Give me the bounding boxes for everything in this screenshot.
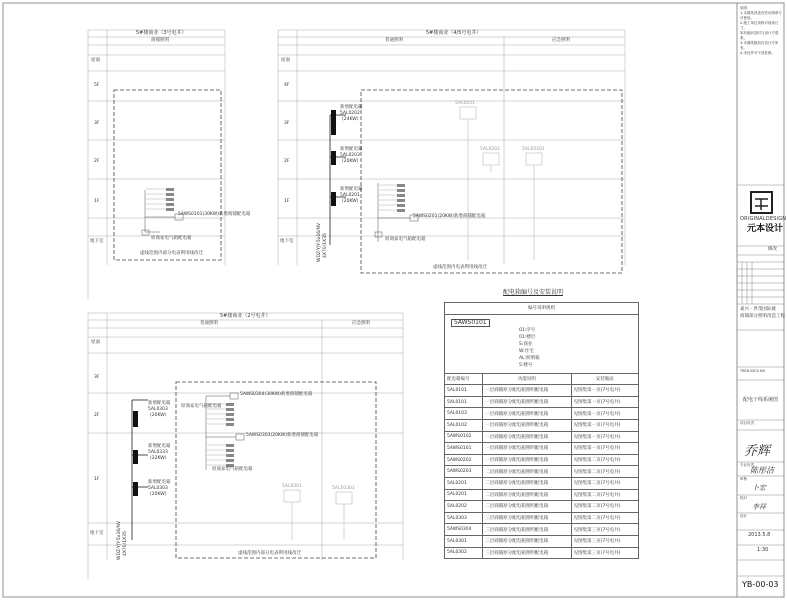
legend-note-3: W:住宅 bbox=[519, 348, 534, 354]
legend-row bbox=[445, 477, 639, 489]
block-c-col1: 普通照明 bbox=[200, 321, 218, 326]
block-c-gray-boxes bbox=[284, 490, 352, 540]
block-a-title: 5#楼商业（3号电井） bbox=[136, 30, 187, 36]
legend-cell: 见图集第一页(7号电井) bbox=[571, 431, 638, 443]
title-note-2: 2.施工单位须核对现场尺寸， bbox=[740, 21, 779, 30]
drawing-number: YB-00-03 bbox=[742, 580, 779, 589]
legend-cell: 5AL0101 bbox=[445, 385, 483, 397]
block-c-col2: 应急照明 bbox=[352, 321, 370, 326]
block-b-panel-0-code: 5AL0202 bbox=[340, 111, 360, 116]
block-c-panel-0-code: 5AL0303 bbox=[148, 407, 168, 412]
block-b-breakers bbox=[397, 184, 405, 212]
legend-cell: 三层商铺原分配电箱照明配电箱 bbox=[483, 547, 571, 559]
block-c-panel-0-power: (20KW) bbox=[150, 413, 167, 418]
revision-label: 修改 bbox=[768, 247, 777, 252]
block-b-panel-symbols bbox=[331, 110, 336, 206]
block-c-gray-1: 5ALE0301 bbox=[332, 486, 355, 491]
block-a-dashed-area bbox=[114, 90, 221, 260]
legend-note-1: 01:楼层 bbox=[519, 334, 536, 340]
legend-note-4: AL:照明箱 bbox=[519, 355, 540, 361]
block-c-panel-2-code: 5AL0303 bbox=[148, 486, 168, 491]
legend-cell: 一层商铺原分配电箱照明配电箱 bbox=[483, 419, 571, 431]
legend-cell: 二层商铺原分配电箱照明配电箱 bbox=[483, 501, 571, 513]
block-b-title: 5#楼商业（4/5号电井） bbox=[426, 30, 482, 36]
legend-cell: 5AL0202 bbox=[445, 501, 483, 513]
legend-note-2: S:商业 bbox=[519, 341, 533, 347]
legend-cell: 5AWS0102 bbox=[445, 431, 483, 443]
legend-cell: 5AL0301 bbox=[445, 535, 483, 547]
block-a-row-1: 5F bbox=[94, 83, 100, 88]
legend-cell: 见图集第一页(7号电井) bbox=[571, 443, 638, 455]
block-b-col1: 普通照明 bbox=[385, 38, 403, 43]
block-c-box1b-label: 原商家电气箱配电箱 bbox=[181, 404, 222, 409]
legend-cell: 二层商铺原分配电箱照明配电箱 bbox=[483, 466, 571, 478]
title-note-3: 如有疑问及时与设计方联系。 bbox=[740, 31, 779, 40]
role-project-lead: 项目负责 bbox=[740, 421, 754, 425]
block-b-panel-2-code: 5AL0201 bbox=[340, 193, 360, 198]
legend-col-header-0: 配电箱编号 bbox=[445, 373, 483, 385]
legend-cell: 见图集第一页(7号电井) bbox=[571, 396, 638, 408]
legend-cell: 见图集第三页(7号电井) bbox=[571, 547, 638, 559]
legend-cell: 一层商铺原分配电箱照明配电箱 bbox=[483, 431, 571, 443]
block-b-row-4: 1F bbox=[284, 199, 290, 204]
block-a-row-5: 地下室 bbox=[90, 239, 104, 244]
legend-cell: 5AWS0203 bbox=[445, 466, 483, 478]
title-notes bbox=[740, 6, 784, 56]
block-a-column-label: 商铺照明 bbox=[151, 38, 169, 43]
block-c-row-3: 1F bbox=[94, 477, 100, 482]
legend-row bbox=[445, 431, 639, 443]
legend-cell: 5AL0303 bbox=[445, 512, 483, 524]
block-a-box1-label: 5AWS0101(30KW)新增商铺配电箱 bbox=[178, 212, 251, 217]
block-a-box2-label: 原商家电气箱配电箱 bbox=[151, 236, 192, 241]
legend-row bbox=[445, 396, 639, 408]
signature-2: 陈彤洁 bbox=[750, 466, 774, 475]
block-b-gray-boxes bbox=[460, 107, 542, 260]
legend-row bbox=[445, 547, 639, 559]
block-a-row-2: 3F bbox=[94, 121, 100, 126]
legend-table bbox=[444, 302, 639, 559]
legend-row bbox=[445, 408, 639, 420]
block-c-caption: 虚线范围内部分电表利用线改迁 bbox=[238, 551, 301, 556]
legend-row bbox=[445, 454, 639, 466]
block-b-col2: 应急照明 bbox=[552, 38, 570, 43]
block-c-gray-0: 5AL0301 bbox=[282, 484, 302, 489]
legend-cell: 见图集第三页(7号电井) bbox=[571, 524, 638, 536]
logo-english: ORIGINALDESIGN bbox=[740, 216, 787, 222]
legend-cell: 一层商铺原分配电箱照明配电箱 bbox=[483, 408, 571, 420]
signature-4: 李祥 bbox=[752, 503, 766, 511]
legend-row bbox=[445, 512, 639, 524]
block-b-caption: 虚线范围内电表利用线改迁 bbox=[433, 265, 487, 270]
block-b-panel-1-name: 新增配电箱 bbox=[340, 147, 363, 152]
logo-mark bbox=[751, 192, 772, 213]
legend-cell: 见图集第二页(7号电井) bbox=[571, 454, 638, 466]
legend-note-5: 5:楼号 bbox=[519, 362, 533, 368]
legend-title: 配电箱编号及安装说明 bbox=[503, 289, 564, 296]
block-c-row-4: 地下室 bbox=[90, 531, 104, 536]
legend-cell: 三层商铺原分配电箱照明配电箱 bbox=[483, 535, 571, 547]
legend-row bbox=[445, 524, 639, 536]
signature-3: 卜宏 bbox=[752, 484, 766, 492]
block-b-box1-label: 5AWS0201(20KW)新增商铺配电箱 bbox=[413, 214, 486, 219]
legend-cell: 5AL0102 bbox=[445, 419, 483, 431]
legend-cell: 5AL0103 bbox=[445, 408, 483, 420]
legend-cell: 见图集第二页(7号电井) bbox=[571, 466, 638, 478]
block-b-panel-2-name: 新增配电箱 bbox=[340, 187, 363, 192]
legend-row bbox=[445, 419, 639, 431]
eng-label: TSED IDCV NV bbox=[740, 369, 766, 373]
block-c-panel-1-power: (22KW) bbox=[150, 456, 167, 461]
legend-cell: 一层商铺原分配电箱照明配电箱 bbox=[483, 396, 571, 408]
block-c-panel-symbols bbox=[133, 411, 138, 496]
legend-cell: 5AL0101 bbox=[445, 396, 483, 408]
block-b-row-3: 2F bbox=[284, 159, 290, 164]
block-c-row-2: 2F bbox=[94, 413, 100, 418]
legend-cell: 三层商铺原分配电箱照明配电箱 bbox=[483, 512, 571, 524]
legend-code-cell bbox=[445, 314, 639, 373]
block-b-panel-1-power: (20KW) bbox=[342, 159, 359, 164]
legend-cell: 见图集第二页(7号电井) bbox=[571, 489, 638, 501]
legend-cell: 三层商铺原分配电箱照明配电箱 bbox=[483, 524, 571, 536]
title-note-5: 4.未经许可不得复制。 bbox=[740, 51, 775, 55]
block-b-gray-2: 5ALE0201 bbox=[522, 147, 545, 152]
block-a-row-0: 屋面 bbox=[91, 58, 100, 63]
block-b-row-2: 3F bbox=[284, 121, 290, 126]
block-c-box3-label: 原商家电气箱配电箱 bbox=[212, 467, 253, 472]
date: 2013.5.8 bbox=[748, 532, 771, 538]
legend-cell: 一层商铺原分配电箱照明配电箱 bbox=[483, 454, 571, 466]
legend-row bbox=[445, 501, 639, 513]
legend-cell: 5AWS0101 bbox=[445, 443, 483, 455]
block-c-box1-label: 5AWS0304(30KW)新增商铺配电箱 bbox=[240, 392, 313, 397]
legend-col-header-2: 安装做法 bbox=[571, 373, 638, 385]
block-a-grid bbox=[88, 30, 225, 300]
block-c-panel-1-code: 5AL0333 bbox=[148, 450, 168, 455]
legend-cell: 见图集第二页(7号电井) bbox=[571, 501, 638, 513]
legend-cell: 见图集第一页(7号电井) bbox=[571, 385, 638, 397]
legend-cell: 见图集第一页(7号电井) bbox=[571, 419, 638, 431]
legend-header: 编号说明规则 bbox=[445, 303, 639, 315]
project-name: 嘉兴 · 世茂国际城 商铺部分照明改造工程 bbox=[740, 307, 785, 319]
legend-col-header-1: 功能说明 bbox=[483, 373, 571, 385]
block-c-title: 5#楼商业（2号电井） bbox=[220, 313, 271, 319]
role-discipline-lead: 专业负责 bbox=[740, 463, 754, 467]
legend-code-sample: 5AWS0101 bbox=[451, 319, 490, 327]
block-b-panel-1-code: 5AL0203 bbox=[340, 153, 360, 158]
title-note-1: 1.本图纸须盖有效出图章方可使用。 bbox=[740, 11, 782, 20]
block-c-breakers bbox=[226, 403, 234, 467]
block-b-cable2: 4X70/1X35 bbox=[323, 233, 328, 258]
legend-cell: 一层商铺原分配电箱照明配电箱 bbox=[483, 385, 571, 397]
legend-cell: 见图集第一页(7号电井) bbox=[571, 408, 638, 420]
scale: 1:30 bbox=[757, 547, 769, 553]
block-b-panel-0-name: 新增配电箱 bbox=[340, 105, 363, 110]
legend-cell: 见图集第二页(7号电井) bbox=[571, 512, 638, 524]
block-c-row-0: 屋面 bbox=[91, 340, 100, 345]
block-b-gray-1: 5AL0202 bbox=[480, 147, 500, 152]
block-a-caption: 虚线范围内部分电表利用线改迁 bbox=[140, 251, 203, 256]
legend-note-0: 01:序号 bbox=[519, 327, 536, 333]
legend-cell: 见图集第三页(7号电井) bbox=[571, 535, 638, 547]
legend-cell: 二层商铺原分配电箱照明配电箱 bbox=[483, 489, 571, 501]
block-c-grid bbox=[88, 313, 403, 580]
legend-rows bbox=[445, 385, 639, 559]
block-b-row-0: 屋面 bbox=[281, 58, 290, 63]
block-b-panel-2-power: (20KW) bbox=[342, 199, 359, 204]
drawing-name: 配电干线系统图 bbox=[743, 397, 779, 403]
block-a-row-3: 2F bbox=[94, 159, 100, 164]
block-c-panel-1-name: 新增配电箱 bbox=[148, 444, 171, 449]
role-review: 审核 bbox=[740, 477, 747, 481]
block-c-cable2: 4X70/1X35 bbox=[123, 531, 128, 556]
signature-1: 乔辉 bbox=[744, 444, 771, 459]
block-a-row-4: 1F bbox=[94, 199, 100, 204]
title-note-0: 说明： bbox=[740, 6, 751, 10]
legend-cell: 5AL0201 bbox=[445, 477, 483, 489]
block-b-row-5: 地下室 bbox=[280, 239, 294, 244]
legend-cell: 5AL0302 bbox=[445, 547, 483, 559]
role-check: 校对 bbox=[740, 496, 747, 500]
legend-row bbox=[445, 489, 639, 501]
block-b-dashed-area bbox=[361, 90, 622, 273]
legend-row bbox=[445, 443, 639, 455]
legend-cell: 二层商铺原分配电箱照明配电箱 bbox=[483, 477, 571, 489]
legend-cell: 5AWS0304 bbox=[445, 524, 483, 536]
legend-row bbox=[445, 466, 639, 478]
block-b-box2-label: 原商家电气箱配电箱 bbox=[385, 237, 426, 242]
logo-chinese: 元本设计 bbox=[747, 224, 784, 234]
block-c-row-1: 3F bbox=[94, 375, 100, 380]
block-c-panel-0-name: 新增配电箱 bbox=[148, 401, 171, 406]
block-b-cable: WDZ-YJY-5x16/NV bbox=[317, 222, 322, 262]
legend-cell: 一层商铺原分配电箱照明配电箱 bbox=[483, 443, 571, 455]
role-design: 设计 bbox=[740, 514, 747, 518]
legend-row bbox=[445, 385, 639, 397]
block-b-row-1: 4F bbox=[284, 83, 290, 88]
block-b-gray-0: 5AL0201 bbox=[455, 101, 475, 106]
block-c-box2-label: 5AWS0303(20KW)新增商铺配电箱 bbox=[246, 433, 319, 438]
block-c-panel-2-power: (20KW) bbox=[150, 492, 167, 497]
block-c-panel-2-name: 新增配电箱 bbox=[148, 480, 171, 485]
block-c-cable: WDZ-YJY-5x16/NV bbox=[117, 520, 122, 560]
legend-cell: 见图集第二页(7号电井) bbox=[571, 477, 638, 489]
legend-cell: 5AWS0202 bbox=[445, 454, 483, 466]
block-a-breakers bbox=[166, 188, 174, 211]
legend-row bbox=[445, 535, 639, 547]
legend-cell: 5AL0201 bbox=[445, 489, 483, 501]
title-note-4: 3.本图纸版权归设计方所有。 bbox=[740, 41, 779, 50]
block-b-panel-0-power: (24KW) bbox=[342, 117, 359, 122]
